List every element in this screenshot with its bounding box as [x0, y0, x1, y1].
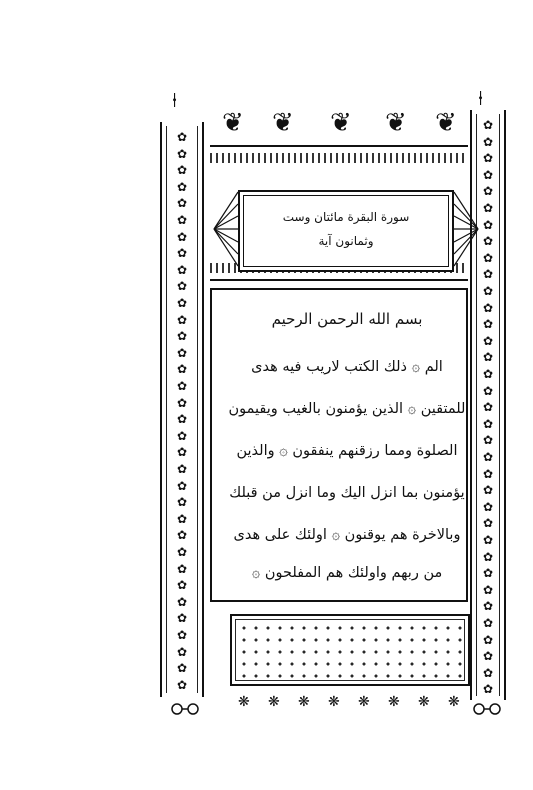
rosette-icon: ✿ [176, 611, 188, 626]
rosette-icon: ✿ [176, 478, 188, 493]
rosette-icon: ✿ [176, 312, 188, 327]
rosette-icon: ✿ [482, 416, 494, 431]
rosette-icon: ✿ [176, 511, 188, 526]
rosette-icon: ✿ [482, 649, 494, 664]
rosette-icon: ✿ [482, 167, 494, 182]
left-column-finial: ⍿ [172, 88, 178, 112]
rosette-icon: ✿ [176, 495, 188, 510]
rosette-icon: ✿ [176, 296, 188, 310]
crown-ornament: ❦ [222, 108, 244, 138]
left-ornamental-column [160, 122, 204, 697]
bottom-rosette: ❋ [358, 694, 370, 710]
text-line-1: الم ۞ ذلك الكتب لاريب فيه هدى [251, 359, 443, 375]
rosette-icon: ✿ [482, 582, 494, 597]
surah-title-line-1: سورة البقرة مائتان وست [282, 210, 410, 224]
rosette-icon: ✿ [176, 379, 188, 393]
rosette-icon: ✿ [482, 682, 494, 697]
surah-title-line-2: وثمانون آية [318, 234, 374, 248]
bottom-rosette: ❋ [418, 694, 430, 710]
bottom-rosette: ❋ [328, 694, 340, 710]
rosette-icon: ✿ [176, 578, 188, 593]
rosette-icon: ✿ [482, 516, 494, 531]
rosette-icon: ✿ [176, 628, 188, 642]
rosette-icon: ✿ [482, 284, 494, 298]
rosette-icon: ✿ [176, 362, 188, 377]
rosette-icon: ✿ [176, 594, 188, 609]
rosette-icon: ✿ [482, 267, 494, 282]
text-frame-left [210, 288, 212, 602]
text-line-4: يؤمنون بما انزل اليك وما انزل من قبلك [229, 485, 465, 501]
rosette-icon: ✿ [482, 383, 494, 398]
crown-ornament: ❦ [435, 108, 457, 138]
rosette-icon: ✿ [482, 433, 494, 448]
rosette-icon: ✿ [176, 246, 188, 261]
rosette-icon: ✿ [176, 428, 188, 443]
rosette-icon: ✿ [176, 146, 188, 161]
text-line-3: الصلوة ومما رزقنهم ينفقون ۞ والذين [236, 443, 458, 459]
rosette-icon: ✿ [176, 345, 188, 360]
footer-ornamental-box [230, 614, 470, 686]
rosette-icon: ✿ [482, 367, 494, 381]
rosette-icon: ✿ [482, 632, 494, 647]
rosette-icon: ✿ [176, 163, 188, 178]
left-rosette-strip [162, 122, 202, 697]
crown-ornament: ❦ [385, 108, 407, 138]
rosette-icon: ✿ [176, 213, 188, 227]
rosette-icon: ✿ [482, 616, 494, 630]
rosette-icon: ✿ [482, 217, 494, 232]
surah-title-box [238, 190, 454, 272]
text-line-6: من ربهم واولئك هم المفلحون ۞ [251, 565, 443, 581]
rosette-icon: ✿ [482, 400, 494, 415]
rosette-icon: ✿ [482, 234, 494, 249]
rosette-icon: ✿ [482, 201, 494, 215]
rosette-icon: ✿ [176, 130, 188, 144]
quran-text-block [222, 300, 472, 595]
bottom-rosette: ❋ [268, 694, 280, 710]
bottom-rosette: ❋ [448, 694, 460, 710]
rosette-icon: ✿ [482, 250, 494, 265]
rosette-icon: ✿ [176, 445, 188, 460]
basmala: بسم الله الرحمن الرحيم [271, 310, 423, 328]
rosette-icon: ✿ [482, 184, 494, 199]
text-frame-top [210, 288, 468, 290]
rosette-icon: ✿ [482, 549, 494, 564]
right-column-finial: ⍿ [478, 86, 484, 110]
rosette-icon: ✿ [176, 196, 188, 211]
bottom-rosette: ❋ [238, 694, 250, 710]
rosette-icon: ✿ [176, 262, 188, 277]
rosette-icon: ✿ [482, 317, 494, 332]
left-fan-ornament [212, 188, 240, 270]
rosette-icon: ✿ [482, 300, 494, 315]
rosette-icon: ✿ [482, 566, 494, 581]
rosette-icon: ✿ [176, 279, 188, 294]
rosette-icon: ✿ [176, 661, 188, 676]
rosette-icon: ✿ [482, 499, 494, 514]
header-band-pattern-top [210, 153, 468, 163]
footer-box-pattern [235, 619, 465, 681]
bottom-rosette: ❋ [298, 694, 310, 710]
rosette-icon: ✿ [482, 350, 494, 365]
text-line-5: وبالاخرة هم يوقنون ۞ اولئك على هدى [233, 527, 461, 543]
rosette-icon: ✿ [482, 665, 494, 680]
text-line-2: للمتقين ۞ الذين يؤمنون بالغيب ويقيمون [228, 401, 466, 417]
rosette-icon: ✿ [176, 462, 188, 476]
rosette-icon: ✿ [176, 644, 188, 659]
rosette-icon: ✿ [482, 333, 494, 348]
rosette-icon: ✿ [176, 528, 188, 543]
bottom-rosette: ❋ [388, 694, 400, 710]
rosette-icon: ✿ [176, 561, 188, 576]
bottom-left-scroll-ornament [170, 700, 200, 721]
rosette-icon: ✿ [176, 329, 188, 344]
title-box-inner-border [243, 195, 449, 267]
text-frame-bottom [210, 600, 468, 602]
rosette-icon: ✿ [482, 466, 494, 481]
rosette-icon: ✿ [482, 483, 494, 498]
crown-ornament: ❦ [272, 108, 294, 138]
right-fan-ornament [452, 188, 480, 270]
rosette-icon: ✿ [482, 151, 494, 166]
rosette-icon: ✿ [176, 545, 188, 559]
bottom-right-scroll-ornament [472, 700, 502, 721]
rosette-icon: ✿ [176, 412, 188, 427]
crown-ornament: ❦ [330, 108, 352, 138]
rosette-icon: ✿ [482, 533, 494, 547]
rosette-icon: ✿ [176, 395, 188, 410]
rosette-icon: ✿ [176, 179, 188, 194]
rosette-icon: ✿ [482, 134, 494, 149]
rosette-icon: ✿ [176, 677, 188, 692]
rosette-icon: ✿ [482, 118, 494, 132]
rosette-icon: ✿ [482, 599, 494, 614]
rosette-icon: ✿ [482, 450, 494, 464]
rosette-icon: ✿ [176, 229, 188, 244]
